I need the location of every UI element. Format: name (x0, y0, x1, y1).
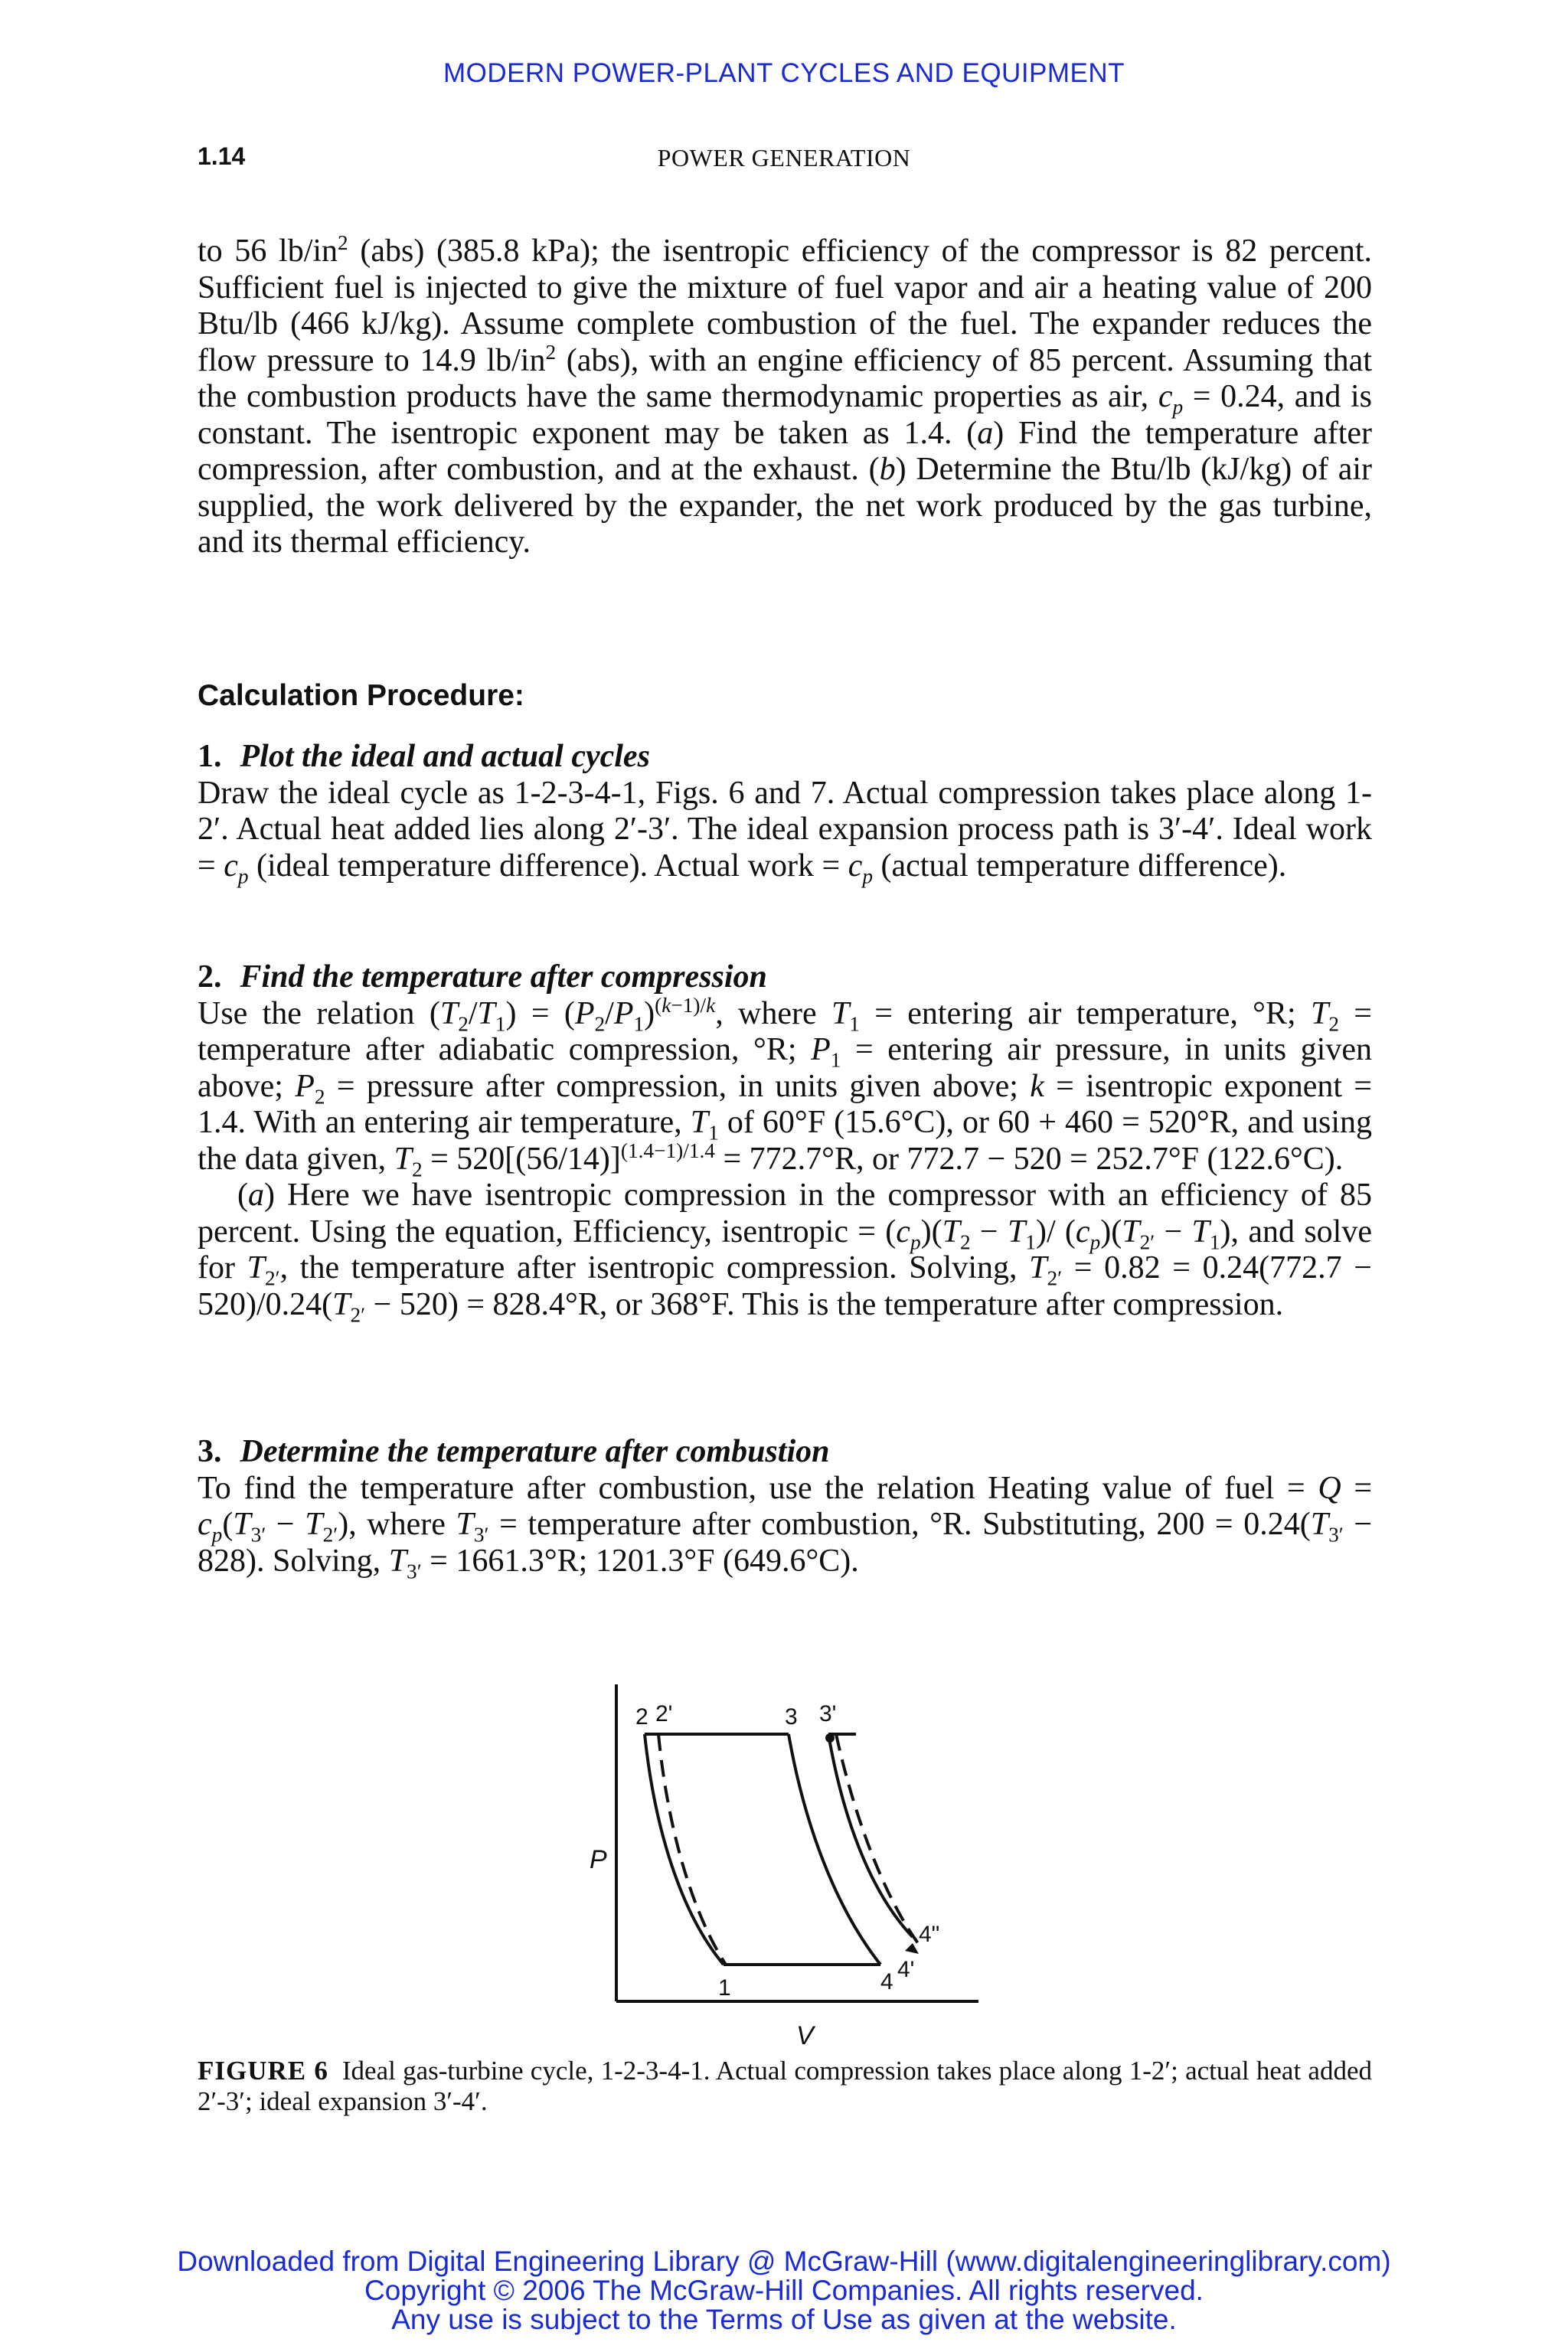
label-2: 2 (635, 1704, 648, 1730)
axis-label-p: P (590, 1845, 607, 1874)
figure-caption-text: Ideal gas-turbine cycle, 1-2-3-4-1. Actual compression takes place along 1-2′; actual heat added 2′-3′; ideal expansion 3′-4′. (198, 2056, 1372, 2116)
step-1: 1. Plot the ideal and actual cycles Draw the ideal cycle as 1-2-3-4-1, Figs. 6 and 7. Actual compression takes place along 1-2′. Actual heat added lies along 2′-3′. The ideal expansion process path is 3′-4′. Ideal work = $c_p$ (ideal temperature difference). Actual work = $c_p$ (actual temperature difference). (198, 739, 1372, 887)
procedure-title: Calculation Procedure: (198, 679, 524, 712)
page-number: 1.14 (198, 142, 246, 170)
step-1-heading: 1. Plot the ideal and actual cycles (198, 739, 650, 774)
footer-terms: Any use is subject to the Terms of Use as given at the website. (391, 2304, 1177, 2335)
figure-caption (198, 2056, 1372, 2117)
intro-paragraph: to 56 $lb/in^2$ (abs) (385.8 kPa); the isentropic efficiency of the compressor is 82 percent. Sufficient fuel is injected to give the mixture of fuel vapor and air a heating value of 200 Btu/lb (466 kJ/kg). Assume complete combustion of the fuel. The expander reduces the flow pressure to 14.9 $lb/in^2$ (abs), with an engine efficiency of 85 percent. Assuming that the combustion products have the same thermodynamic properties as air, $c_p = 0.24$, and is constant. The isentropic exponent may be taken as 1.4. (a) Find the temperature after compression, after combustion, and at the exhaust. (b) Determine the Btu/lb (kJ/kg) of air supplied, the work delivered by the expander, the net work produced by the gas turbine, and its thermal efficiency. (198, 231, 1373, 560)
step-2-heading: 2. Find the temperature after compression (198, 959, 767, 995)
label-2prime: 2' (655, 1701, 673, 1726)
step-2: 2. Find the temperature after compression Use the relation $(T_2/T_1) = (P_2/P_1)^{(k-1)/k}$, where $T_1$ = entering air temperature, °R; $T_2$ = temperature after adiabatic compression, °R; $P_1$ = entering air pressure, in units given above; $P_2$ = pressure after compression, in units given above; k = isentropic exponent = 1.4. With an entering air temperature, $T_1$ of 60°F (15.6°C), or 60 + 460 = 520°R, and using the data given, $T_2 = 520[(56/14)]^{(1.4-1)/1.4} = 772.7^\circ R$, or 772.7 − 520 = 252.7°F (122.6°C). (a) Here we have isentropic compression in the compressor with an efficiency of 85 percent. Using the equation, Efficiency, isentropic = $(c_p)(T_2 - T_1)/$ $(c_p)(T_{2'} - T_1)$, and solve for $T_{2'}$, the temperature after isentropic compression. Solving, $T_{2'} = 0.82 = 0.24(772.7 - 520)/0.24(T_{2'} - 520) = 828.4^\circ R$, or 368°F. This is the temperature after compression. (198, 959, 1372, 1326)
label-3prime: 3' (819, 1701, 837, 1726)
figure-label: FIGURE 6 (198, 2056, 328, 2086)
pv-diagram-figure (559, 1677, 1018, 2052)
expansion-3prime-4double (828, 1734, 913, 1937)
section-head: POWER GENERATION (657, 144, 911, 172)
label-3: 3 (785, 1704, 798, 1730)
running-head: MODERN POWER-PLANT CYCLES AND EQUIPMENT (443, 58, 1125, 88)
step-3: 3. Determine the temperature after combustion To find the temperature after combustion, use the relation Heating value of fuel = $Q = c_p(T_{3'} - T_{2'})$, where $T_{3'}$ = temperature after combustion, °R. Substituting, $200 = 0.24(T_{3'} - 828)$. Solving, $T_{3'} = 1661.3^\circ R$; 1201.3°F (649.6°C). (198, 1434, 1373, 1583)
label-1: 1 (718, 1975, 731, 2001)
axis-label-v: V (796, 2021, 814, 2050)
label-4: 4 (880, 1969, 893, 1994)
step-3-heading: 3. Determine the temperature after combustion (198, 1434, 830, 1469)
point-3prime (825, 1733, 835, 1743)
label-4prime: 4' (897, 1957, 915, 1982)
footer (0, 2247, 1568, 2334)
footer-download-link[interactable]: Downloaded from Digital Engineering Library @ McGraw-Hill (www.digitalengineeringlibrary.com) (177, 2246, 1391, 2277)
actual-compression-1-2prime (658, 1734, 726, 1965)
arrow-4prime (905, 1943, 919, 1954)
label-4double: 4" (919, 1922, 940, 1947)
footer-copyright: Copyright © 2006 The McGraw-Hill Companies. All rights reserved. (364, 2275, 1204, 2306)
compression-1-2 (645, 1734, 724, 1965)
